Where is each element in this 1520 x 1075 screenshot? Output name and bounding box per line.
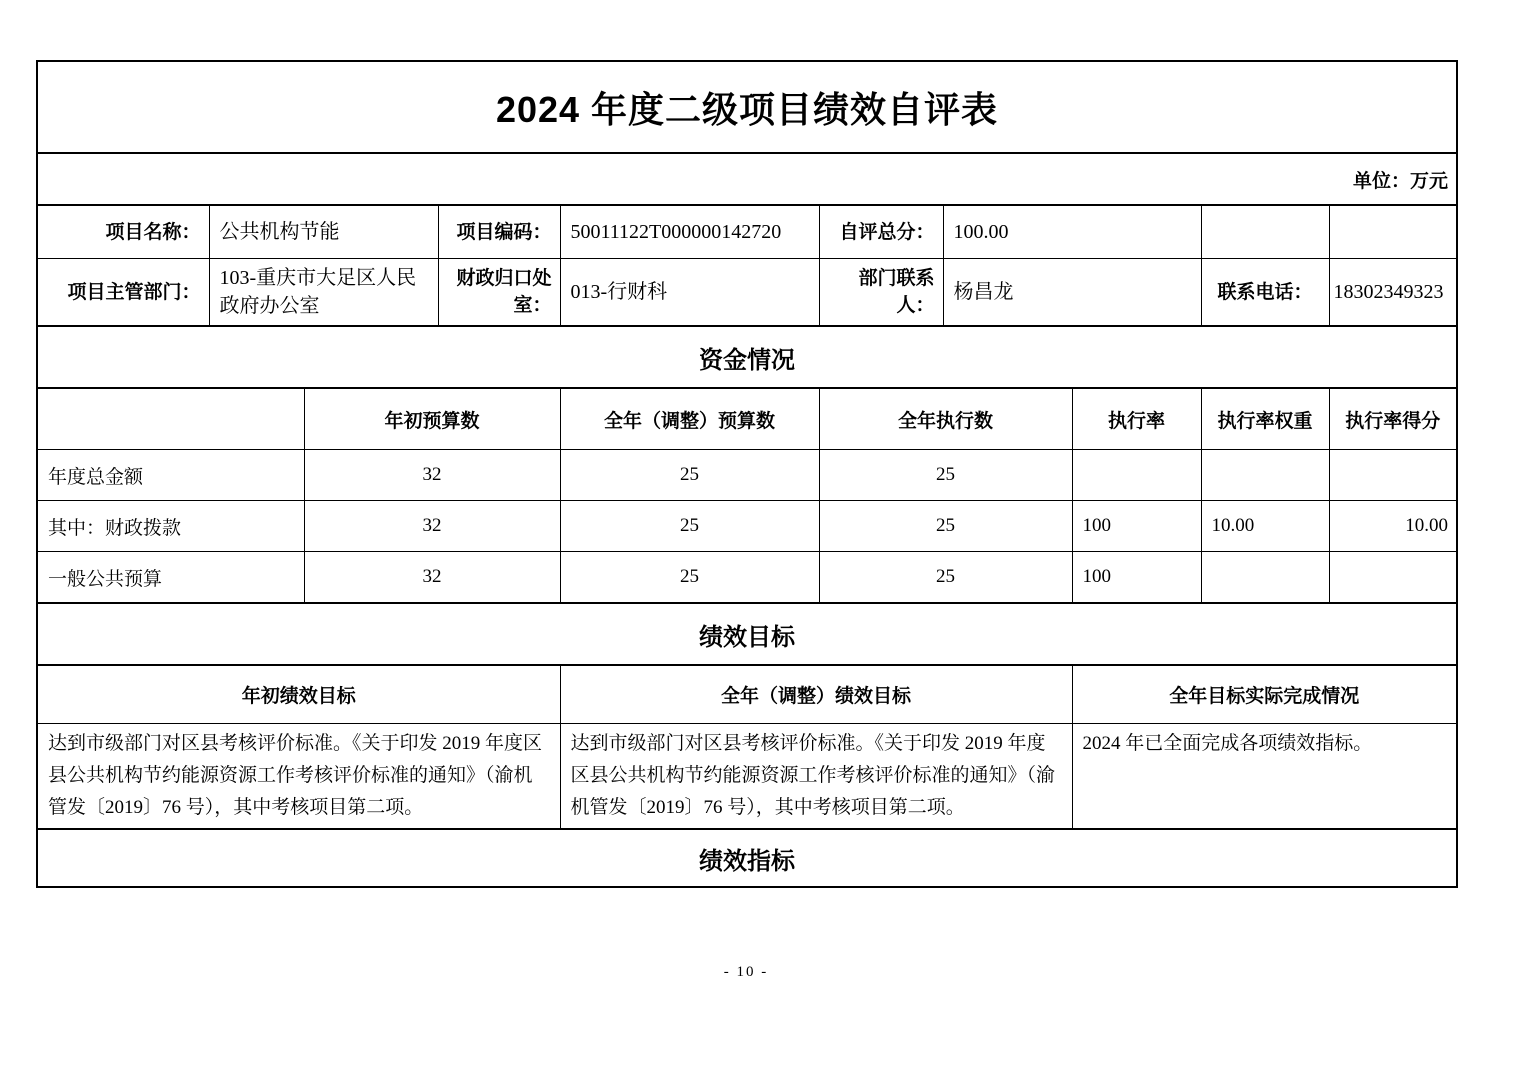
funding-cell: 10.00 — [1201, 501, 1329, 552]
contact-value: 杨昌龙 — [943, 259, 1201, 327]
form-title: 2024 年度二级项目绩效自评表 — [37, 61, 1457, 153]
funding-cell — [1072, 450, 1201, 501]
funding-cell: 25 — [560, 552, 819, 604]
contact-label: 部门联系人： — [819, 259, 943, 327]
phone-value: 18302349323 — [1329, 259, 1457, 327]
funding-cell: 25 — [819, 552, 1072, 604]
empty-cell — [1201, 205, 1329, 259]
funding-header-rate-score: 执行率得分 — [1329, 388, 1457, 450]
indicators-section-title: 绩效指标 — [37, 829, 1457, 887]
funding-cell: 100 — [1072, 552, 1201, 604]
funding-cell — [1201, 552, 1329, 604]
funding-cell: 25 — [560, 450, 819, 501]
finance-office-value: 013-行财科 — [560, 259, 819, 327]
funding-cell — [1201, 450, 1329, 501]
project-name-value: 公共机构节能 — [209, 205, 438, 259]
empty-cell — [37, 388, 304, 450]
funding-row-label: 年度总金额 — [37, 450, 304, 501]
funding-cell: 25 — [560, 501, 819, 552]
funding-cell: 25 — [819, 501, 1072, 552]
adjusted-goal-text: 达到市级部门对区县考核评价标准。《关于印发 2019 年度区县公共机构节约能源资源工作考核评价标准的通知》（渝机管发〔2019〕76 号），其中考核项目第二项。 — [560, 724, 1072, 830]
funding-row-label: 一般公共预算 — [37, 552, 304, 604]
funding-cell: 32 — [304, 501, 560, 552]
project-name-label: 项目名称： — [37, 205, 209, 259]
funding-cell — [1329, 450, 1457, 501]
funding-cell: 32 — [304, 450, 560, 501]
finance-office-label: 财政归口处室： — [438, 259, 560, 327]
funding-cell: 100 — [1072, 501, 1201, 552]
goals-section-title: 绩效目标 — [37, 603, 1457, 665]
self-score-label: 自评总分： — [819, 205, 943, 259]
funding-cell — [1329, 552, 1457, 604]
funding-row-label: 其中：财政拨款 — [37, 501, 304, 552]
phone-label: 联系电话： — [1201, 259, 1329, 327]
goals-header-completion: 全年目标实际完成情况 — [1072, 665, 1457, 724]
funding-header-executed: 全年执行数 — [819, 388, 1072, 450]
funding-cell: 32 — [304, 552, 560, 604]
dept-label: 项目主管部门： — [37, 259, 209, 327]
performance-self-evaluation-table — [36, 60, 1458, 888]
funding-header-rate-weight: 执行率权重 — [1201, 388, 1329, 450]
self-score-value: 100.00 — [943, 205, 1201, 259]
dept-value: 103-重庆市大足区人民政府办公室 — [209, 259, 438, 327]
funding-cell: 10.00 — [1329, 501, 1457, 552]
funding-header-initial-budget: 年初预算数 — [304, 388, 560, 450]
unit-note: 单位：万元 — [37, 153, 1457, 205]
goals-header-adjusted: 全年（调整）绩效目标 — [560, 665, 1072, 724]
page-number: - 10 - — [723, 964, 769, 980]
completion-text: 2024 年已全面完成各项绩效指标。 — [1072, 724, 1457, 830]
funding-section-title: 资金情况 — [37, 326, 1457, 388]
project-code-value: 50011122T000000142720 — [560, 205, 819, 259]
project-code-label: 项目编码： — [438, 205, 560, 259]
funding-header-adjusted-budget: 全年（调整）预算数 — [560, 388, 819, 450]
goals-header-initial: 年初绩效目标 — [37, 665, 560, 724]
initial-goal-text: 达到市级部门对区县考核评价标准。《关于印发 2019 年度区县公共机构节约能源资源工作考核评价标准的通知》（渝机管发〔2019〕76 号），其中考核项目第二项。 — [37, 724, 560, 830]
funding-cell: 25 — [819, 450, 1072, 501]
empty-cell — [1329, 205, 1457, 259]
funding-header-rate: 执行率 — [1072, 388, 1201, 450]
